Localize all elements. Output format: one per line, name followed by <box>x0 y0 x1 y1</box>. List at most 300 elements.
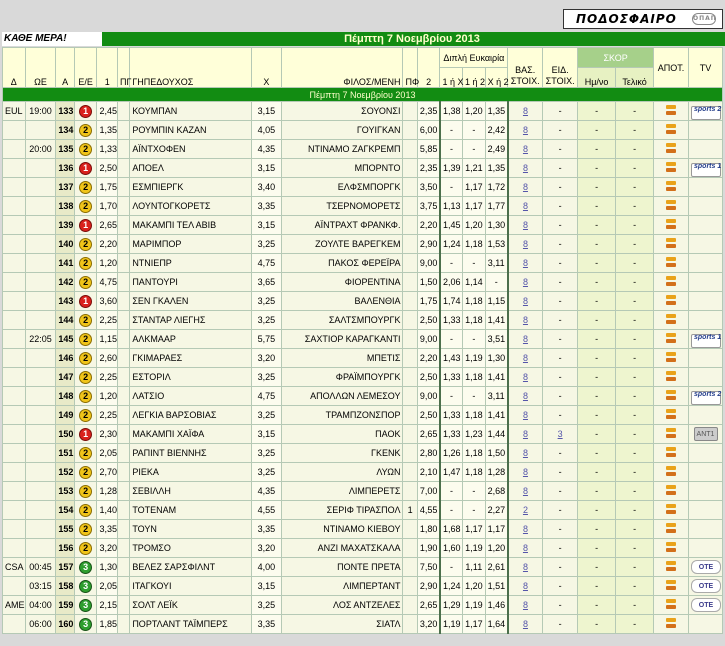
odds-2[interactable]: 7,50 <box>417 558 440 577</box>
table-row <box>3 121 723 140</box>
odds-2[interactable]: 5,85 <box>417 140 440 159</box>
odds-12[interactable]: 1,19 <box>463 596 486 615</box>
odds-1[interactable]: 2,20 <box>97 235 118 254</box>
odds-1x[interactable]: - <box>440 330 463 349</box>
swap-arrows-icon[interactable] <box>665 541 677 553</box>
odds-2[interactable]: 3,50 <box>417 178 440 197</box>
pg-cell <box>118 273 130 292</box>
swap-arrows-icon[interactable] <box>665 370 677 382</box>
apot-cell <box>654 520 689 539</box>
odds-x2[interactable]: 1,28 <box>485 463 508 482</box>
odds-12[interactable]: - <box>463 330 486 349</box>
swap-arrows-icon[interactable] <box>665 427 677 439</box>
odds-x[interactable]: 3,25 <box>251 292 282 311</box>
odds-1x[interactable]: 1,45 <box>440 216 463 235</box>
tv-cell <box>689 197 723 216</box>
odds-12[interactable]: 1,20 <box>463 216 486 235</box>
swap-arrows-icon[interactable] <box>665 484 677 496</box>
odds-2[interactable]: 1,90 <box>417 539 440 558</box>
odds-x2[interactable]: 1,72 <box>485 178 508 197</box>
vas-stoix-link[interactable]: 8 <box>508 216 543 235</box>
odds-x2[interactable]: 1,50 <box>485 444 508 463</box>
odds-1x[interactable]: 1,43 <box>440 349 463 368</box>
odds-x2[interactable]: 2,61 <box>485 558 508 577</box>
vas-stoix-link[interactable]: 8 <box>508 330 543 349</box>
odds-x2[interactable]: 1,35 <box>485 102 508 121</box>
odds-12[interactable]: - <box>463 140 486 159</box>
vas-stoix-link[interactable]: 8 <box>508 273 543 292</box>
odds-x[interactable]: 3,20 <box>251 349 282 368</box>
odds-2[interactable]: 2,80 <box>417 444 440 463</box>
odds-2[interactable]: 3,75 <box>417 197 440 216</box>
odds-12[interactable]: - <box>463 501 486 520</box>
score-half: - <box>578 178 616 197</box>
odds-12[interactable]: 1,18 <box>463 463 486 482</box>
odds-2[interactable]: 7,00 <box>417 482 440 501</box>
odds-1x[interactable]: 1,33 <box>440 368 463 387</box>
vas-stoix-link[interactable]: 8 <box>508 368 543 387</box>
odds-x[interactable]: 4,35 <box>251 140 282 159</box>
odds-1[interactable]: 2,65 <box>97 216 118 235</box>
odds-2[interactable]: 2,10 <box>417 463 440 482</box>
apot-cell <box>654 292 689 311</box>
odds-1[interactable]: 1,85 <box>97 615 118 634</box>
odds-x[interactable]: 3,25 <box>251 311 282 330</box>
pf-cell <box>403 121 417 140</box>
time-cell <box>25 292 56 311</box>
vas-stoix-link[interactable]: 8 <box>508 254 543 273</box>
league-cell <box>3 387 26 406</box>
odds-1[interactable]: 2,25 <box>97 406 118 425</box>
swap-arrows-icon[interactable] <box>665 408 677 420</box>
home-team: ΤΡΟΜΣΟ <box>130 539 251 558</box>
score-final: - <box>616 102 654 121</box>
league-cell <box>3 216 26 235</box>
odds-1[interactable]: 2,70 <box>97 463 118 482</box>
odds-12[interactable]: 1,17 <box>463 520 486 539</box>
pg-cell <box>118 178 130 197</box>
odds-2[interactable]: 9,00 <box>417 330 440 349</box>
swap-arrows-icon[interactable] <box>665 123 677 135</box>
eid-stoix-cell: - <box>543 254 578 273</box>
score-half: - <box>578 387 616 406</box>
odds-x[interactable]: 3,15 <box>251 159 282 178</box>
odds-x[interactable]: 3,15 <box>251 102 282 121</box>
nova-channel-icon[interactable] <box>691 334 721 348</box>
ee-cell <box>74 292 97 311</box>
vas-stoix-link[interactable]: 8 <box>508 539 543 558</box>
odds-1[interactable]: 2,30 <box>97 425 118 444</box>
swap-arrows-icon[interactable] <box>665 180 677 192</box>
vas-stoix-link[interactable]: 8 <box>508 406 543 425</box>
odds-12[interactable]: - <box>463 121 486 140</box>
odds-2[interactable]: 9,00 <box>417 254 440 273</box>
ote-tv-icon[interactable]: OTE <box>691 560 721 574</box>
odds-12[interactable]: 1,18 <box>463 311 486 330</box>
odds-12[interactable]: 1,18 <box>463 406 486 425</box>
odds-1x[interactable]: 2,06 <box>440 273 463 292</box>
odds-1[interactable]: 2,25 <box>97 311 118 330</box>
kathe-mera-banner: ΚΑΘΕ ΜΕΡΑ! <box>2 32 102 46</box>
tv-cell <box>689 311 723 330</box>
code-cell: 133 <box>56 102 74 121</box>
away-team: ΑΠΟΛΛΩΝ ΛΕΜΕΣΟΥ <box>282 387 403 406</box>
odds-1[interactable]: 1,20 <box>97 387 118 406</box>
table-row <box>3 482 723 501</box>
odds-x2[interactable]: 1,53 <box>485 235 508 254</box>
odds-x2[interactable]: 1,30 <box>485 216 508 235</box>
odds-1x[interactable]: - <box>440 178 463 197</box>
odds-x2[interactable]: 1,64 <box>485 615 508 634</box>
vas-stoix-link[interactable]: 8 <box>508 197 543 216</box>
odds-1[interactable]: 2,15 <box>97 596 118 615</box>
odds-12[interactable]: 1,17 <box>463 615 486 634</box>
table-row <box>3 615 723 634</box>
vas-stoix-link[interactable]: 8 <box>508 520 543 539</box>
odds-x[interactable]: 5,75 <box>251 330 282 349</box>
swap-arrows-icon[interactable] <box>665 256 677 268</box>
odds-x2[interactable]: 1,30 <box>485 349 508 368</box>
col-tv: TV <box>689 48 723 88</box>
swap-arrows-icon[interactable] <box>665 199 677 211</box>
swap-arrows-icon[interactable] <box>665 104 677 116</box>
vas-stoix-link[interactable]: 8 <box>508 425 543 444</box>
odds-1[interactable]: 1,40 <box>97 501 118 520</box>
odds-x2[interactable]: 1,20 <box>485 539 508 558</box>
odds-x[interactable]: 3,65 <box>251 273 282 292</box>
odds-1x[interactable]: - <box>440 501 463 520</box>
odds-x[interactable]: 3,25 <box>251 463 282 482</box>
code-cell: 159 <box>56 596 74 615</box>
ee-badge-icon: 2 <box>79 504 92 517</box>
odds-x2[interactable]: 1,41 <box>485 406 508 425</box>
odds-2[interactable]: 3,20 <box>417 615 440 634</box>
odds-12[interactable]: - <box>463 254 486 273</box>
odds-1x[interactable]: 1,38 <box>440 102 463 121</box>
vas-stoix-link[interactable]: 8 <box>508 577 543 596</box>
odds-12[interactable]: 1,18 <box>463 444 486 463</box>
date-title: Πέμπτη 7 Νοεμβρίου 2013 <box>344 33 480 45</box>
swap-arrows-icon[interactable] <box>665 313 677 325</box>
swap-arrows-icon[interactable] <box>665 142 677 154</box>
odds-1x[interactable]: 1,60 <box>440 539 463 558</box>
col-pf: ΠΦ <box>403 48 417 88</box>
odds-12[interactable]: 1,18 <box>463 235 486 254</box>
eid-stoix-cell: - <box>543 596 578 615</box>
odds-2[interactable]: 2,90 <box>417 235 440 254</box>
ee-cell <box>74 425 97 444</box>
swap-arrows-icon[interactable] <box>665 522 677 534</box>
odds-1x[interactable]: - <box>440 140 463 159</box>
tv-cell <box>689 349 723 368</box>
odds-1[interactable]: 3,20 <box>97 539 118 558</box>
swap-arrows-icon[interactable] <box>665 465 677 477</box>
odds-12[interactable]: 1,20 <box>463 102 486 121</box>
odds-1x[interactable]: 1,29 <box>440 596 463 615</box>
odds-1x[interactable]: 1,68 <box>440 520 463 539</box>
odds-x[interactable]: 3,40 <box>251 178 282 197</box>
ee-badge-icon: 2 <box>79 181 92 194</box>
odds-x2[interactable]: - <box>485 273 508 292</box>
odds-x2[interactable]: 1,41 <box>485 368 508 387</box>
odds-12[interactable]: 1,11 <box>463 558 486 577</box>
pg-cell <box>118 368 130 387</box>
vas-stoix-link[interactable]: 8 <box>508 235 543 254</box>
swap-arrows-icon[interactable] <box>665 294 677 306</box>
odds-12[interactable]: 1,17 <box>463 178 486 197</box>
eid-stoix-cell: - <box>543 368 578 387</box>
vas-stoix-link[interactable]: 8 <box>508 615 543 634</box>
away-team: ΦΡΑΪΜΠΟΥΡΓΚ <box>282 368 403 387</box>
odds-x2[interactable]: 1,44 <box>485 425 508 444</box>
odds-12[interactable]: 1,19 <box>463 349 486 368</box>
pf-cell <box>403 406 417 425</box>
odds-12[interactable]: - <box>463 482 486 501</box>
odds-x[interactable]: 4,75 <box>251 254 282 273</box>
eid-stoix-cell[interactable]: 3 <box>543 425 578 444</box>
odds-12[interactable]: 1,21 <box>463 159 486 178</box>
odds-x2[interactable]: 3,51 <box>485 330 508 349</box>
odds-1[interactable]: 2,05 <box>97 444 118 463</box>
odds-x[interactable]: 4,75 <box>251 387 282 406</box>
odds-1x[interactable]: 1,24 <box>440 577 463 596</box>
odds-1x[interactable]: 1,33 <box>440 311 463 330</box>
vas-stoix-link[interactable]: 8 <box>508 311 543 330</box>
pf-cell <box>403 596 417 615</box>
tv-channel-text: sports 1 <box>694 333 722 341</box>
odds-1x[interactable]: 1,26 <box>440 444 463 463</box>
odds-x2[interactable]: 1,41 <box>485 311 508 330</box>
score-half: - <box>578 292 616 311</box>
score-final: - <box>616 406 654 425</box>
odds-1[interactable]: 2,05 <box>97 577 118 596</box>
odds-x[interactable]: 3,20 <box>251 539 282 558</box>
odds-12[interactable]: 1,17 <box>463 197 486 216</box>
vas-stoix-link[interactable]: 2 <box>508 501 543 520</box>
odds-2[interactable]: 2,20 <box>417 216 440 235</box>
ee-badge-icon: 2 <box>79 371 92 384</box>
odds-x2[interactable]: 1,46 <box>485 596 508 615</box>
odds-x[interactable]: 3,25 <box>251 406 282 425</box>
odds-1[interactable]: 1,70 <box>97 197 118 216</box>
odds-1x[interactable]: 1,39 <box>440 159 463 178</box>
odds-1[interactable]: 4,75 <box>97 273 118 292</box>
swap-arrows-icon[interactable] <box>665 560 677 572</box>
odds-1x[interactable]: - <box>440 482 463 501</box>
odds-x[interactable]: 4,35 <box>251 482 282 501</box>
league-cell <box>3 520 26 539</box>
ee-badge-icon: 3 <box>79 599 92 612</box>
odds-1[interactable]: 1,30 <box>97 558 118 577</box>
vas-stoix-link[interactable]: 8 <box>508 482 543 501</box>
odds-2[interactable]: 9,00 <box>417 387 440 406</box>
time-cell <box>25 520 56 539</box>
pf-cell <box>403 387 417 406</box>
tv-cell <box>689 596 723 615</box>
swap-arrows-icon[interactable] <box>665 218 677 230</box>
swap-arrows-icon[interactable] <box>665 503 677 515</box>
eid-stoix-cell: - <box>543 178 578 197</box>
swap-arrows-icon[interactable] <box>665 332 677 344</box>
pg-cell <box>118 102 130 121</box>
code-cell: 137 <box>56 178 74 197</box>
odds-2[interactable]: 2,20 <box>417 349 440 368</box>
odds-12[interactable]: - <box>463 387 486 406</box>
odds-12[interactable]: 1,20 <box>463 577 486 596</box>
odds-1[interactable]: 2,60 <box>97 349 118 368</box>
score-half: - <box>578 615 616 634</box>
odds-1[interactable]: 2,45 <box>97 102 118 121</box>
odds-1[interactable]: 1,75 <box>97 178 118 197</box>
vas-stoix-link[interactable]: 8 <box>508 558 543 577</box>
vas-stoix-link[interactable]: 8 <box>508 292 543 311</box>
odds-1x[interactable]: 1,33 <box>440 425 463 444</box>
odds-1x[interactable]: 1,24 <box>440 235 463 254</box>
odds-x2[interactable]: 1,17 <box>485 520 508 539</box>
odds-x2[interactable]: 2,42 <box>485 121 508 140</box>
swap-arrows-icon[interactable] <box>665 617 677 629</box>
odds-x[interactable]: 4,55 <box>251 501 282 520</box>
odds-2[interactable]: 2,65 <box>417 596 440 615</box>
vas-stoix-link[interactable]: 8 <box>508 349 543 368</box>
odds-2[interactable]: 2,90 <box>417 577 440 596</box>
odds-12[interactable]: 1,14 <box>463 273 486 292</box>
vas-stoix-link[interactable]: 8 <box>508 121 543 140</box>
odds-2[interactable]: 1,50 <box>417 273 440 292</box>
time-cell <box>25 235 56 254</box>
swap-arrows-icon[interactable] <box>665 446 677 458</box>
odds-x[interactable]: 3,25 <box>251 235 282 254</box>
odds-x2[interactable]: 2,49 <box>485 140 508 159</box>
home-team: ΜΑΚΑΜΠΙ ΤΕΛ ΑΒΙΒ <box>130 216 251 235</box>
col-skor: ΣΚΟΡ <box>578 48 654 68</box>
odds-1x[interactable]: - <box>440 387 463 406</box>
odds-12[interactable]: 1,18 <box>463 368 486 387</box>
vas-stoix-link[interactable]: 8 <box>508 178 543 197</box>
vas-stoix-link[interactable]: 8 <box>508 444 543 463</box>
odds-1x[interactable]: 1,33 <box>440 406 463 425</box>
odds-2[interactable]: 2,65 <box>417 425 440 444</box>
league-cell <box>3 577 26 596</box>
odds-1[interactable]: 2,50 <box>97 159 118 178</box>
odds-2[interactable]: 2,50 <box>417 311 440 330</box>
odds-x2[interactable]: 3,11 <box>485 387 508 406</box>
league-cell <box>3 406 26 425</box>
swap-arrows-icon[interactable] <box>665 351 677 363</box>
odds-1x[interactable]: 1,47 <box>440 463 463 482</box>
ee-cell <box>74 539 97 558</box>
odds-x[interactable]: 3,25 <box>251 368 282 387</box>
odds-1x[interactable]: 1,74 <box>440 292 463 311</box>
home-team: ΤΟΤΕΝΑΜ <box>130 501 251 520</box>
odds-x[interactable]: 4,05 <box>251 121 282 140</box>
ote-tv-icon[interactable]: OTE <box>691 598 721 612</box>
odds-1x[interactable]: - <box>440 558 463 577</box>
swap-arrows-icon[interactable] <box>665 161 677 173</box>
odds-x[interactable]: 3,35 <box>251 615 282 634</box>
odds-1[interactable]: 1,33 <box>97 140 118 159</box>
odds-x2[interactable]: 1,15 <box>485 292 508 311</box>
swap-arrows-icon[interactable] <box>665 598 677 610</box>
odds-2[interactable]: 2,35 <box>417 102 440 121</box>
odds-x[interactable]: 3,15 <box>251 577 282 596</box>
tv-cell <box>689 520 723 539</box>
odds-x[interactable]: 3,25 <box>251 444 282 463</box>
odds-1[interactable]: 3,60 <box>97 292 118 311</box>
odds-12[interactable]: 1,19 <box>463 539 486 558</box>
home-team: ΛΟΥΝΤΟΓΚΟΡΕΤΣ <box>130 197 251 216</box>
odds-x2[interactable]: 1,77 <box>485 197 508 216</box>
odds-1[interactable]: 1,35 <box>97 121 118 140</box>
ote-tv-icon[interactable]: OTE <box>691 579 721 593</box>
tv-cell <box>689 425 723 444</box>
odds-x2[interactable]: 1,51 <box>485 577 508 596</box>
vas-stoix-link[interactable]: 8 <box>508 159 543 178</box>
odds-1[interactable]: 1,15 <box>97 330 118 349</box>
odds-1x[interactable]: - <box>440 254 463 273</box>
odds-1[interactable]: 1,28 <box>97 482 118 501</box>
ant1-channel-icon[interactable]: ANT1 <box>694 427 718 441</box>
odds-x2[interactable]: 3,11 <box>485 254 508 273</box>
odds-12[interactable]: 1,18 <box>463 292 486 311</box>
odds-x[interactable]: 4,00 <box>251 558 282 577</box>
swap-arrows-icon[interactable] <box>665 275 677 287</box>
odds-x[interactable]: 3,25 <box>251 596 282 615</box>
pododsfairo-logo[interactable] <box>563 9 723 29</box>
odds-x2[interactable]: 2,27 <box>485 501 508 520</box>
odds-2[interactable]: 2,35 <box>417 159 440 178</box>
odds-1[interactable]: 1,20 <box>97 254 118 273</box>
ee-cell <box>74 482 97 501</box>
odds-x2[interactable]: 1,35 <box>485 159 508 178</box>
nova-channel-icon[interactable] <box>691 163 721 177</box>
score-final: - <box>616 159 654 178</box>
pg-cell <box>118 520 130 539</box>
odds-1[interactable]: 3,35 <box>97 520 118 539</box>
odds-x[interactable]: 3,15 <box>251 425 282 444</box>
vas-stoix-link[interactable]: 8 <box>508 596 543 615</box>
ee-badge-icon: 2 <box>79 276 92 289</box>
odds-2[interactable]: 4,55 <box>417 501 440 520</box>
nova-channel-icon[interactable] <box>691 106 721 120</box>
odds-2[interactable]: 1,80 <box>417 520 440 539</box>
vas-stoix-link[interactable]: 8 <box>508 387 543 406</box>
swap-arrows-icon[interactable] <box>665 237 677 249</box>
swap-arrows-icon[interactable] <box>665 579 677 591</box>
odds-2[interactable]: 2,50 <box>417 368 440 387</box>
odds-x2[interactable]: 2,68 <box>485 482 508 501</box>
odds-2[interactable]: 6,00 <box>417 121 440 140</box>
col-d12: 1 ή 2 <box>463 68 486 88</box>
top-bar <box>0 0 725 32</box>
swap-arrows-icon[interactable] <box>665 389 677 401</box>
vas-stoix-link[interactable]: 8 <box>508 102 543 121</box>
odds-x[interactable]: 3,15 <box>251 216 282 235</box>
odds-2[interactable]: 2,50 <box>417 406 440 425</box>
odds-x[interactable]: 3,35 <box>251 197 282 216</box>
odds-1x[interactable]: 1,13 <box>440 197 463 216</box>
odds-12[interactable]: 1,23 <box>463 425 486 444</box>
odds-x[interactable]: 3,35 <box>251 520 282 539</box>
odds-2[interactable]: 1,75 <box>417 292 440 311</box>
odds-1[interactable]: 2,25 <box>97 368 118 387</box>
nova-channel-icon[interactable] <box>691 391 721 405</box>
col-teliko: Τελικό <box>616 68 654 88</box>
odds-1x[interactable]: - <box>440 121 463 140</box>
vas-stoix-link[interactable]: 8 <box>508 140 543 159</box>
odds-1x[interactable]: 1,19 <box>440 615 463 634</box>
vas-stoix-link[interactable]: 8 <box>508 463 543 482</box>
